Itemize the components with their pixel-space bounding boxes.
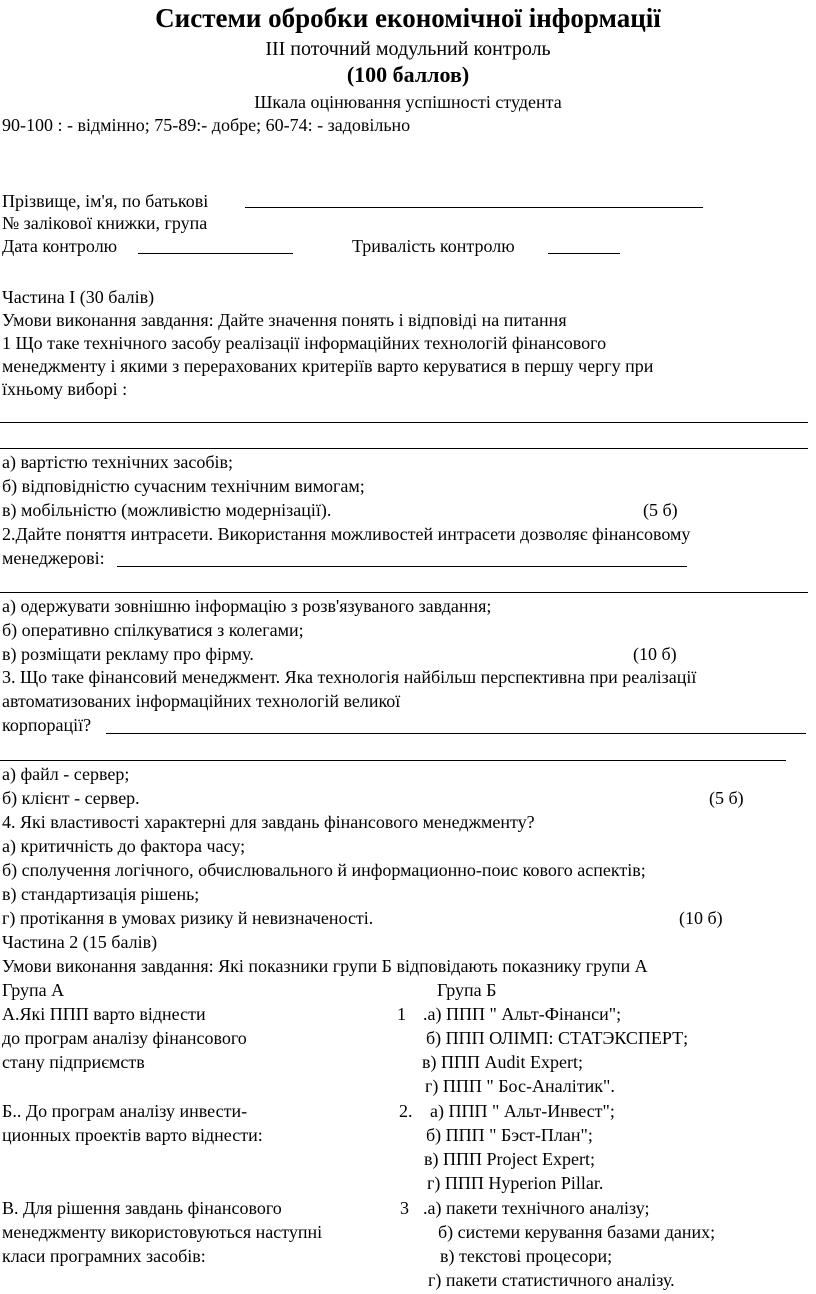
q3-option-a: а) файл - сервер; xyxy=(2,764,130,784)
group-b1-option-d: г) ППП " Бос-Аналітик". xyxy=(425,1076,615,1096)
q1-option-b: б) відповідністю сучасним технічним вимогам; xyxy=(2,476,365,496)
q2-option-b: б) оперативно спілкуватися з колегами; xyxy=(2,620,304,640)
q3-points: (5 б) xyxy=(709,788,744,808)
record-book-label: № залікової книжки, група xyxy=(2,213,208,233)
name-blank-line xyxy=(245,207,703,208)
part1-heading: Частина І (30 балів) xyxy=(2,287,155,307)
document-title: Системи обробки економічної інформації xyxy=(155,3,661,33)
q4-option-c: в) стандартизація рішень; xyxy=(2,884,200,904)
q2-option-c: в) розміщати рекламу про фірму. xyxy=(2,644,254,664)
group-b2-option-c: в) ППП Project Expert; xyxy=(424,1149,595,1169)
group-b2-option-b: б) ППП " Бэст-План"; xyxy=(426,1125,593,1145)
group-b1-option-c: в) ППП Audit Expert; xyxy=(422,1052,583,1072)
q3-answer-line xyxy=(0,760,786,761)
q3-answer-line xyxy=(106,733,806,734)
group-a-item-c-line1: В. Для рішення завдань фінансового xyxy=(2,1198,282,1218)
group-b-heading: Група Б xyxy=(437,980,497,1000)
part2-conditions: Умови виконання завдання: Які показники групи Б відповідають показнику групи А xyxy=(2,956,648,976)
q1-text-line1: 1 Що таке технічного засобу реалізації інформаційних технологій фінансового xyxy=(2,333,607,353)
q1-answer-line xyxy=(0,448,808,449)
q3-option-b: б) клієнт - сервер. xyxy=(2,788,140,808)
group-b1-option-a: .а) ППП " Альт-Фінанси"; xyxy=(423,1004,622,1024)
q3-text-line3: корпорації? xyxy=(2,715,92,735)
group-a-item-c-line2: менеджменту використовуються наступні xyxy=(2,1222,323,1242)
q2-text-line2: менеджерові: xyxy=(2,548,105,568)
document-subtitle: ІІІ поточний модульний контроль xyxy=(265,38,551,60)
q3-text-line2: автоматизованих інформаційних технологій великої xyxy=(2,691,401,711)
group-a-item-a-line3: стану підприємств xyxy=(2,1052,145,1072)
grading-scale: 90-100 : - відмінно; 75-89:- добре; 60-74: - задовільно xyxy=(2,115,411,135)
q1-points: (5 б) xyxy=(643,500,678,520)
group-b3-option-a: .а) пакети технічного аналізу; xyxy=(423,1198,650,1218)
q1-text-line3: їхньому виборі : xyxy=(2,379,128,399)
q2-option-a: а) одержувати зовнішню інформацію з розв'язуваного завдання; xyxy=(2,596,492,616)
q4-option-d: г) протікання в умовах ризику й невизначеності. xyxy=(2,908,374,928)
q4-text: 4. Які властивості характерні для завдань фінансового менеджменту? xyxy=(2,812,535,832)
group-b3-option-b: б) системи керування базами даних; xyxy=(438,1222,716,1242)
date-blank-line xyxy=(138,253,293,254)
date-label: Дата контролю xyxy=(2,236,118,256)
total-points: (100 баллов) xyxy=(346,62,470,87)
q4-option-a: а) критичність до фактора часу; xyxy=(2,836,246,856)
q1-text-line2: менеджменту і якими з перерахованих критеріїв варто керуватися в першу чергу при xyxy=(2,356,654,376)
group-a-item-b-line2: ционных проектів варто віднести: xyxy=(2,1125,263,1145)
group-a-heading: Група А xyxy=(2,980,65,1000)
part1-conditions: Умови виконання завдання: Дайте значення понять і відповіді на питання xyxy=(2,310,567,330)
q1-option-a: а) вартістю технічних засобів; xyxy=(2,452,233,472)
grading-scale-title: Шкала оцінювання успішності студента xyxy=(254,92,562,112)
q2-answer-line xyxy=(0,592,808,593)
group-b2-option-d: г) ППП Hyperion Pillar. xyxy=(427,1173,604,1193)
group-b3-option-d: г) пакети статистичного аналізу. xyxy=(428,1270,675,1290)
q1-answer-line xyxy=(0,422,808,423)
duration-label: Тривалість контролю xyxy=(352,236,515,256)
q2-text-line1: 2.Дайте поняття интрасети. Використання можливостей интрасети дозволяє фінансовому xyxy=(2,524,691,544)
group-a-item-b-line1: Б.. До програм аналізу инвести- xyxy=(2,1101,248,1121)
part2-heading: Частина 2 (15 балів) xyxy=(2,932,158,952)
group-a-item-c-line3: класи програмних засобів: xyxy=(2,1246,206,1266)
q4-option-b: б) сполучення логічного, обчислювального й информационно-поис кового аспектів; xyxy=(2,860,646,880)
group-b2-number: 2. xyxy=(399,1101,413,1121)
group-b1-option-b: б) ППП ОЛІМП: СТАТЭКСПЕРТ; xyxy=(426,1028,689,1048)
q2-points: (10 б) xyxy=(633,644,677,664)
duration-blank-line xyxy=(548,253,620,254)
q1-option-c: в) мобільністю (можливістю модернізації). xyxy=(2,500,332,520)
group-a-item-a-line1: А.Які ППП варто віднести xyxy=(2,1004,206,1024)
q4-points: (10 б) xyxy=(679,908,723,928)
group-a-item-a-line2: до програм аналізу фінансового xyxy=(2,1028,247,1048)
group-b3-option-c: в) текстові процесори; xyxy=(440,1246,613,1266)
group-b2-option-a: а) ППП " Альт-Инвест"; xyxy=(430,1101,615,1121)
group-b3-number: 3 xyxy=(400,1198,409,1218)
q2-answer-line xyxy=(117,566,687,567)
group-b1-number: 1 xyxy=(397,1004,406,1024)
q3-text-line1: 3. Що таке фінансовий менеджмент. Яка технологія найбільш перспективна при реалізації xyxy=(2,667,697,687)
name-label: Прізвище, ім'я, по батькові xyxy=(2,191,209,211)
